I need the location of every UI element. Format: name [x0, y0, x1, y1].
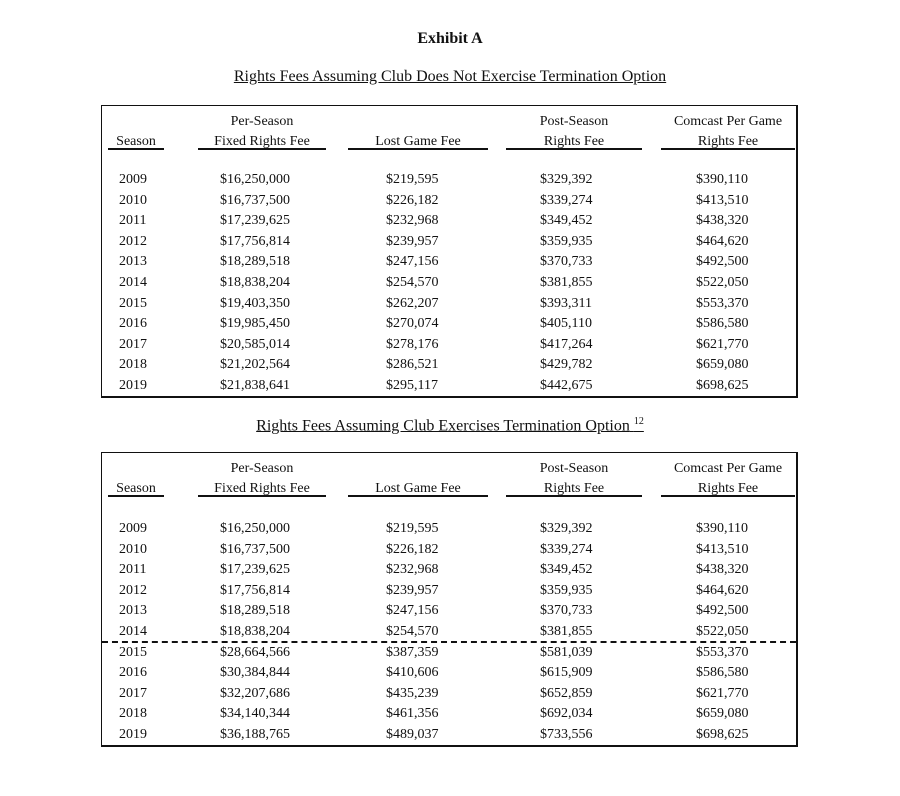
table-cell: $239,957 [386, 582, 439, 598]
table-cell: $270,074 [386, 316, 439, 332]
table-cell: $339,274 [540, 541, 593, 557]
table-row [102, 273, 796, 293]
table-cell: $16,737,500 [220, 192, 290, 208]
table-cell: $254,570 [386, 275, 439, 290]
table-row [102, 643, 796, 663]
table-cell: $349,452 [540, 562, 593, 578]
table-row [102, 314, 796, 334]
table-cell: $410,606 [386, 665, 439, 681]
table-cell: $36,188,765 [220, 727, 290, 742]
table-cell: $226,182 [386, 192, 439, 208]
table-row [102, 191, 796, 211]
table-cell: $247,156 [386, 603, 439, 619]
table-cell: $226,182 [386, 541, 439, 557]
table2-header-fixed: Per-Season Fixed Rights Fee [214, 461, 310, 496]
table-cell: $413,510 [696, 192, 749, 208]
table-cell: 2011 [119, 562, 147, 578]
table-cell: $349,452 [540, 213, 593, 229]
table2-header-comcast: Comcast Per Game Rights Fee [673, 461, 783, 496]
table-row [102, 601, 796, 621]
table-cell: $698,625 [696, 378, 749, 393]
table1-title [0, 68, 900, 86]
table-row [102, 581, 796, 601]
table-row [102, 170, 796, 190]
table1-header-season: Season [116, 134, 156, 149]
table-cell: $20,585,014 [220, 336, 290, 352]
table-row [102, 211, 796, 231]
table-cell: 2017 [119, 336, 147, 352]
table-cell: 2018 [119, 706, 147, 722]
table-cell: $19,985,450 [220, 316, 290, 332]
table-cell: 2013 [119, 254, 147, 270]
table-cell: $581,039 [540, 644, 593, 660]
table-cell: 2011 [119, 213, 147, 229]
table-cell: $247,156 [386, 254, 439, 270]
table-cell: $232,968 [386, 213, 439, 229]
table-cell: $615,909 [540, 665, 593, 681]
table-cell: $381,855 [540, 275, 593, 290]
table2-header [102, 453, 796, 497]
table-row [102, 684, 796, 704]
table-cell: $286,521 [386, 357, 439, 373]
table2-title [0, 416, 900, 435]
table-cell: $438,320 [696, 213, 749, 229]
table-cell: $522,050 [696, 624, 749, 639]
table-cell: $17,756,814 [220, 233, 290, 249]
table-cell: $28,664,566 [220, 644, 290, 660]
table1-header-post: Post-Season Rights Fee [539, 114, 609, 149]
table-cell: $464,620 [696, 233, 749, 249]
table2-header-post: Post-Season Rights Fee [539, 461, 609, 496]
table-cell: $381,855 [540, 624, 593, 639]
table-cell: $18,838,204 [220, 624, 290, 639]
table-cell: $34,140,344 [220, 706, 290, 722]
table-cell: $492,500 [696, 603, 749, 619]
table1 [101, 105, 798, 398]
table-cell: $461,356 [386, 706, 439, 722]
table-cell: $442,675 [540, 378, 593, 393]
table-cell: $492,500 [696, 254, 749, 270]
table-cell: $405,110 [540, 316, 592, 332]
table-row [102, 725, 796, 745]
table-cell: $16,737,500 [220, 541, 290, 557]
table2 [101, 452, 798, 747]
table1-header-comcast: Comcast Per Game Rights Fee [673, 114, 783, 149]
table1-header-fixed: Per-Season Fixed Rights Fee [214, 114, 310, 149]
exhibit-title: Exhibit A [417, 30, 483, 47]
table-cell: $659,080 [696, 706, 749, 722]
table-row [102, 355, 796, 375]
table-cell: $621,770 [696, 685, 749, 701]
table-cell: $359,935 [540, 582, 593, 598]
table-cell: $370,733 [540, 603, 593, 619]
table-cell: 2016 [119, 665, 147, 681]
table-cell: $522,050 [696, 275, 749, 290]
table-cell: $390,110 [696, 172, 748, 187]
table-cell: $219,595 [386, 521, 439, 536]
table-row [102, 663, 796, 683]
table-cell: $733,556 [540, 727, 593, 742]
table-row [102, 540, 796, 560]
table-cell: $586,580 [696, 665, 749, 681]
table-cell: 2009 [119, 521, 147, 536]
table-cell: $698,625 [696, 727, 749, 742]
table-cell: 2012 [119, 233, 147, 249]
table-cell: $359,935 [540, 233, 593, 249]
table-cell: $464,620 [696, 582, 749, 598]
table-row [102, 335, 796, 355]
table-cell: $652,859 [540, 685, 593, 701]
table-cell: 2014 [119, 624, 147, 639]
table-row [102, 622, 796, 642]
table-cell: $17,756,814 [220, 582, 290, 598]
table-cell: 2010 [119, 541, 147, 557]
table2-title-text: Rights Fees Assuming Club Exercises Termination Option [256, 417, 630, 435]
table-cell: $489,037 [386, 727, 439, 742]
table-cell: 2019 [119, 378, 147, 393]
table-cell: 2019 [119, 727, 147, 742]
table-cell: $278,176 [386, 336, 439, 352]
table-cell: $329,392 [540, 521, 593, 536]
table-cell: 2014 [119, 275, 147, 290]
table-cell: 2010 [119, 192, 147, 208]
table-cell: $30,384,844 [220, 665, 290, 681]
table-cell: 2015 [119, 295, 147, 311]
table-cell: $295,117 [386, 378, 438, 393]
table-cell: $254,570 [386, 624, 439, 639]
table-cell: $18,838,204 [220, 275, 290, 290]
table-cell: $17,239,625 [220, 562, 290, 578]
table-cell: $553,370 [696, 295, 749, 311]
table2-header-lost: Lost Game Fee [375, 481, 461, 496]
table2-header-season: Season [116, 481, 156, 496]
table-cell: $16,250,000 [220, 521, 290, 536]
table-row [102, 294, 796, 314]
table-cell: 2016 [119, 316, 147, 332]
table1-title-text: Rights Fees Assuming Club Does Not Exercise Termination Option [233, 68, 667, 85]
table-cell: $390,110 [696, 521, 748, 536]
table-cell: 2012 [119, 582, 147, 598]
table-cell: $329,392 [540, 172, 593, 187]
table-cell: 2013 [119, 603, 147, 619]
table-cell: $219,595 [386, 172, 439, 187]
table-cell: $692,034 [540, 706, 593, 722]
table2-footnote: 12 [633, 416, 644, 427]
table-cell: 2018 [119, 357, 147, 373]
table-cell: $659,080 [696, 357, 749, 373]
table-row [102, 560, 796, 580]
table-cell: $621,770 [696, 336, 749, 352]
table1-header-lost: Lost Game Fee [375, 134, 461, 149]
table-row [102, 519, 796, 539]
table-cell: $339,274 [540, 192, 593, 208]
table-cell: 2009 [119, 172, 147, 187]
table-row [102, 704, 796, 724]
table-cell: $370,733 [540, 254, 593, 270]
table-cell: $18,289,518 [220, 603, 290, 619]
table-cell: $438,320 [696, 562, 749, 578]
table-cell: $21,838,641 [220, 378, 290, 393]
table-row [102, 232, 796, 252]
table-cell: $32,207,686 [220, 685, 290, 701]
table-cell: $21,202,564 [220, 357, 290, 373]
table-cell: $586,580 [696, 316, 749, 332]
table-cell: $18,289,518 [220, 254, 290, 270]
table-cell: $239,957 [386, 233, 439, 249]
table1-header [102, 106, 796, 150]
termination-divider [102, 641, 796, 643]
table-row [102, 252, 796, 272]
table-cell: $417,264 [540, 336, 593, 352]
table-cell: $262,207 [386, 295, 439, 311]
table-cell: $429,782 [540, 357, 593, 373]
table-cell: $413,510 [696, 541, 749, 557]
table-cell: $553,370 [696, 644, 749, 660]
table-cell: $435,239 [386, 685, 439, 701]
table-cell: 2017 [119, 685, 147, 701]
table-cell: $17,239,625 [220, 213, 290, 229]
table-cell: $16,250,000 [220, 172, 290, 187]
table-cell: $19,403,350 [220, 295, 290, 311]
table-row [102, 376, 796, 396]
table-cell: $232,968 [386, 562, 439, 578]
table-cell: $393,311 [540, 295, 592, 311]
table-cell: $387,359 [386, 644, 439, 660]
table-cell: 2015 [119, 644, 147, 660]
